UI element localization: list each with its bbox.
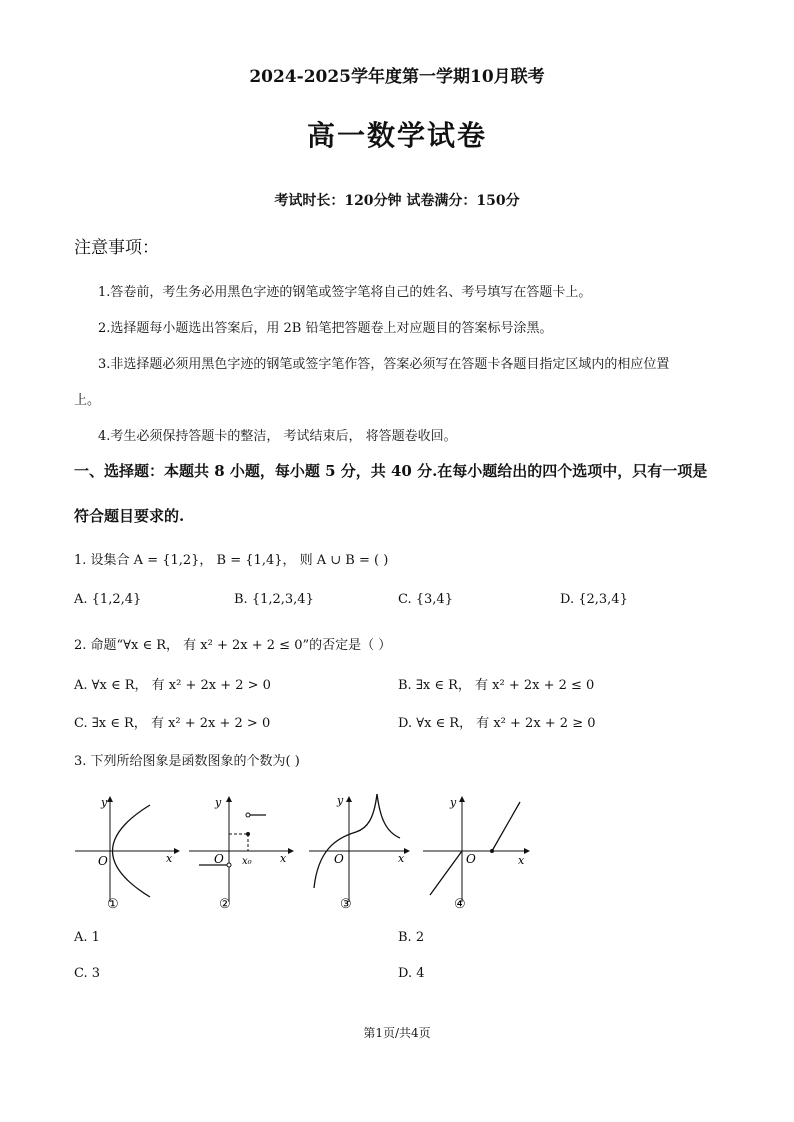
- page-title: 高一数学试卷: [306, 119, 487, 152]
- graph-3-x-label: x: [398, 852, 405, 865]
- graph-2-y-label: y: [215, 796, 222, 809]
- exam-title: 2024-2025学年度第一学期10月联考: [249, 67, 545, 87]
- graph-4-y-label: y: [450, 796, 457, 809]
- q1-option-a: A. {1,2,4}: [74, 592, 142, 607]
- graph-1-y-label: y: [101, 796, 108, 809]
- q2-option-c: C. ∃x ∈ R， 有 x² + 2x + 2 > 0: [74, 716, 271, 731]
- question-1-stem: 1. 设集合 A = {1,2}， B = {1,4}， 则 A ∪ B = ( ): [74, 553, 389, 568]
- q3-option-a: A. 1: [74, 930, 100, 945]
- q1-option-d: D. {2,3,4}: [560, 592, 628, 607]
- q1-option-b: B. {1,2,3,4}: [234, 592, 314, 607]
- graph-2-x0-label: x₀: [242, 856, 252, 867]
- section-1-heading: 一、选择题：本题共 8 小题，每小题 5 分，共 40 分.在每小题给出的四个选项中，只有一项是: [74, 462, 708, 480]
- question-3-stem: 3. 下列所给图象是函数图象的个数为( ): [74, 754, 300, 769]
- question-2-stem: 2. 命题“∀x ∈ R， 有 x² + 2x + 2 ≤ 0”的否定是（ ）: [74, 638, 392, 653]
- graph-3-y-label: y: [337, 794, 344, 807]
- graph-2: [184, 790, 300, 910]
- notice-heading: 注意事项：: [74, 238, 159, 258]
- graph-1-x-label: x: [166, 852, 173, 865]
- q3-option-c: C. 3: [74, 966, 101, 981]
- graph-1: [70, 790, 186, 910]
- exam-meta: 考试时长：120分钟 试卷满分：150分: [274, 193, 520, 209]
- graph-3: [304, 790, 420, 910]
- q2-option-b: B. ∃x ∈ R， 有 x² + 2x + 2 ≤ 0: [398, 678, 595, 693]
- graph-4: [420, 790, 536, 910]
- q2-option-a: A. ∀x ∈ R， 有 x² + 2x + 2 > 0: [74, 678, 271, 693]
- graph-1-origin-label: O: [98, 854, 108, 868]
- section-1-heading-cont: 符合题目要求的.: [74, 507, 185, 525]
- q3-option-b: B. 2: [398, 930, 425, 945]
- graph-4-number: ④: [454, 897, 466, 910]
- graph-2-x-label: x: [280, 852, 287, 865]
- graph-2-number: ②: [219, 897, 231, 910]
- q2-option-d: D. ∀x ∈ R， 有 x² + 2x + 2 ≥ 0: [398, 716, 596, 731]
- graph-3-number: ③: [340, 897, 352, 910]
- q3-option-d: D. 4: [398, 966, 425, 981]
- graph-4-origin-label: O: [466, 852, 476, 866]
- notice-item-3: 3.非选择题必须用黑色字迹的钢笔或签字笔作答，答案必须写在答题卡各题目指定区域内的相应位置: [98, 357, 670, 372]
- notice-item-1: 1.答卷前，考生务必用黑色字迹的钢笔或签字笔将自己的姓名、考号填写在答题卡上。: [98, 285, 592, 300]
- page-footer: 第1页/共4页: [363, 1026, 431, 1040]
- graph-3-origin-label: O: [334, 852, 344, 866]
- graph-1-number: ①: [107, 897, 119, 910]
- q1-option-c: C. {3,4}: [398, 592, 453, 607]
- notice-item-2: 2.选择题每小题选出答案后，用 2B 铅笔把答题卷上对应题目的答案标号涂黑。: [98, 321, 553, 336]
- graph-2-origin-label: O: [214, 852, 224, 866]
- notice-item-3-cont: 上。: [74, 393, 101, 408]
- notice-item-4: 4.考生必须保持答题卡的整洁， 考试结束后， 将答题卷收回。: [98, 429, 457, 444]
- graph-4-x-label: x: [518, 854, 525, 867]
